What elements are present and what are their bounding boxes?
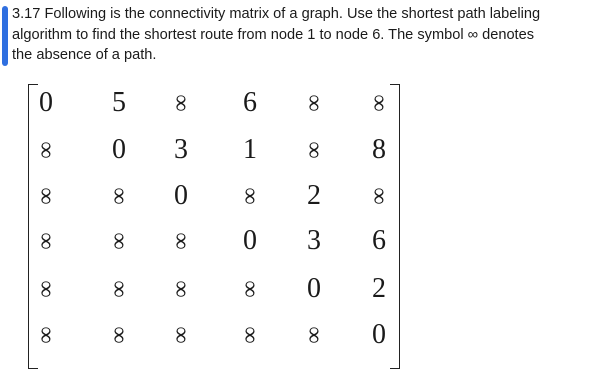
matrix-cell-r2-c2: 0 xyxy=(112,134,126,165)
problem-statement xyxy=(12,4,606,66)
matrix-cell-r1-c2: 5 xyxy=(112,87,126,118)
matrix-cell-r5-c3: ∞ xyxy=(168,280,195,298)
matrix-cell-r6-c3: ∞ xyxy=(168,326,195,344)
matrix-cell-r1-c6: ∞ xyxy=(366,94,393,112)
problem-line-2: algorithm to find the shortest route from node 1 to node 6. The symbol ∞ denotes xyxy=(12,26,535,43)
problem-line-1: 3.17 Following is the connectivity matrix of a graph. Use the shortest path labeling xyxy=(12,6,541,22)
connectivity-matrix xyxy=(28,84,400,367)
matrix-cell-r6-c1: ∞ xyxy=(33,326,60,344)
matrix-cell-r4-c5: 3 xyxy=(307,225,321,256)
matrix-cell-r5-c2: ∞ xyxy=(106,280,133,298)
matrix-cell-r3-c3: 0 xyxy=(174,180,188,211)
matrix-cell-r4-c2: ∞ xyxy=(106,232,133,250)
matrix-cell-r4-c1: ∞ xyxy=(33,232,60,250)
matrix-cell-r3-c4: ∞ xyxy=(237,187,264,205)
matrix-cell-r3-c1: ∞ xyxy=(33,187,60,205)
matrix-cell-r2-c6: 8 xyxy=(372,134,386,165)
matrix-cell-r3-c6: ∞ xyxy=(366,187,393,205)
matrix-cell-r4-c3: ∞ xyxy=(168,232,195,250)
matrix-cell-r3-c2: ∞ xyxy=(106,187,133,205)
matrix-cell-r2-c1: ∞ xyxy=(33,141,60,159)
matrix-cell-r3-c5: 2 xyxy=(307,180,321,211)
matrix-cell-r4-c4: 0 xyxy=(243,225,257,256)
matrix-cell-r1-c5: ∞ xyxy=(301,94,328,112)
matrix-cell-r5-c1: ∞ xyxy=(33,280,60,298)
matrix-cell-r1-c1: 0 xyxy=(39,87,53,118)
matrix-cell-r2-c5: ∞ xyxy=(301,141,328,159)
matrix-cell-r6-c2: ∞ xyxy=(106,326,133,344)
accent-bar xyxy=(2,6,8,66)
matrix-cell-r1-c4: 6 xyxy=(243,87,257,118)
matrix-cell-r1-c3: ∞ xyxy=(168,94,195,112)
matrix-cell-r5-c4: ∞ xyxy=(237,280,264,298)
matrix-cell-r4-c6: 6 xyxy=(372,225,386,256)
matrix-cell-r2-c4: 1 xyxy=(243,134,257,165)
matrix-cell-r2-c3: 3 xyxy=(174,134,188,165)
problem-line-3: the absence of a path. xyxy=(12,47,157,63)
matrix-cell-r6-c6: 0 xyxy=(372,319,386,350)
matrix-cell-r5-c5: 0 xyxy=(307,273,321,304)
matrix-cell-r5-c6: 2 xyxy=(372,273,386,304)
matrix-cell-r6-c4: ∞ xyxy=(237,326,264,344)
matrix-cell-r6-c5: ∞ xyxy=(301,326,328,344)
